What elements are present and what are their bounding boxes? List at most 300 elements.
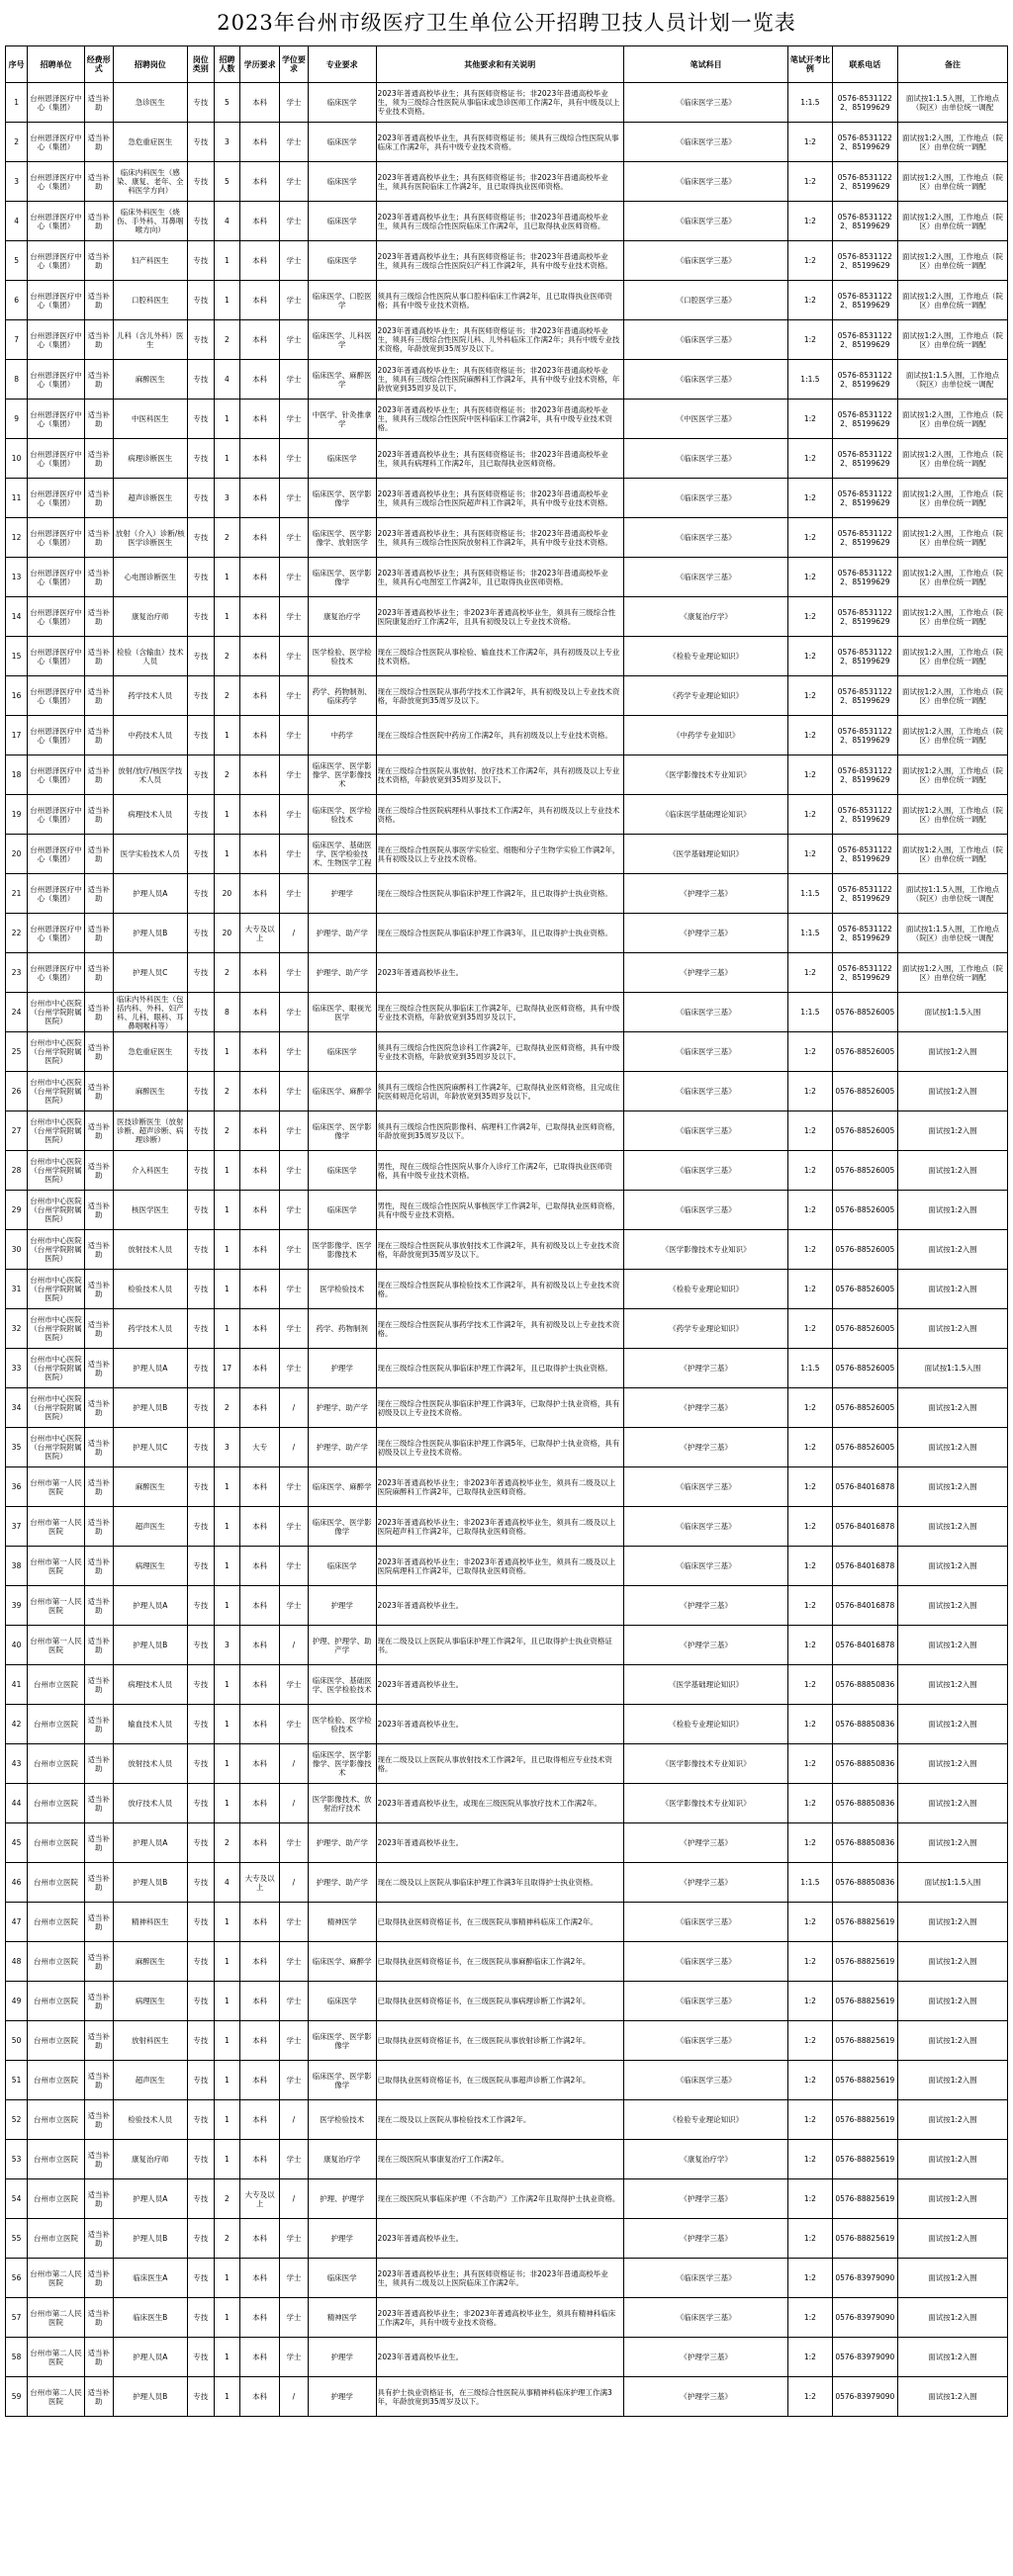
- table-cell: 1:1.5: [788, 1349, 832, 1388]
- table-cell: 台州恩泽医疗中心（集团）: [28, 83, 85, 123]
- table-cell: 本科: [240, 1942, 280, 1982]
- table-cell: 现在二级及以上医院从事临床护理工作满2年，且已取得护士执业资格证书。: [376, 1626, 623, 1665]
- table-cell: 台州恩泽医疗中心（集团）: [28, 874, 85, 914]
- table-cell: 1:2: [788, 162, 832, 202]
- table-cell: 台州市立医院: [28, 2100, 85, 2140]
- table-cell: 医学检验、医学检验技术: [308, 637, 376, 676]
- table-cell: 1: [214, 1230, 240, 1270]
- table-cell: 《临床医学三基》: [624, 1942, 788, 1982]
- table-cell: 1: [214, 2377, 240, 2417]
- table-cell: 护理学: [308, 2219, 376, 2259]
- table-cell: 面试按1:2入围: [898, 1903, 1008, 1942]
- table-cell: 专技: [187, 1665, 214, 1705]
- table-cell: 临床医学: [308, 162, 376, 202]
- table-cell: 专技: [187, 479, 214, 518]
- table-cell: 学士: [280, 755, 309, 795]
- table-cell: 本科: [240, 1823, 280, 1863]
- table-cell: 台州恩泽医疗中心（集团）: [28, 795, 85, 835]
- table-cell: 《护理学三基》: [624, 914, 788, 953]
- table-cell: 本科: [240, 2140, 280, 2179]
- table-cell: 本科: [240, 558, 280, 597]
- table-cell: 学士: [280, 716, 309, 755]
- table-cell: 大专及以上: [240, 1863, 280, 1903]
- table-row: [6, 1191, 1008, 1230]
- table-cell: 5: [214, 162, 240, 202]
- table-cell: 适当补助: [84, 1191, 113, 1230]
- table-cell: 面试按1:2入围: [898, 2219, 1008, 2259]
- table-cell: 本科: [240, 1151, 280, 1191]
- table-cell: 护理人员A: [113, 2338, 187, 2377]
- table-cell: 专技: [187, 558, 214, 597]
- table-cell: 1: [214, 795, 240, 835]
- table-cell: 12: [6, 518, 28, 558]
- table-cell: 现在二级及以上医院从事临床护理工作满3年且取得护士执业资格。: [376, 1863, 623, 1903]
- table-cell: 《医学基础理论知识》: [624, 835, 788, 874]
- table-cell: 医学影像学、医学影像技术: [308, 1230, 376, 1270]
- table-cell: 1: [214, 1191, 240, 1230]
- table-cell: 面试按1:2入围，工作地点（院区）由单位统一调配: [898, 123, 1008, 162]
- table-cell: 学士: [280, 123, 309, 162]
- table-cell: 《临床医学三基》: [624, 2298, 788, 2338]
- table-cell: 医学检验技术: [308, 2100, 376, 2140]
- table-row: [6, 1665, 1008, 1705]
- table-row: [6, 1032, 1008, 1072]
- table-cell: 放疗技术人员: [113, 1784, 187, 1823]
- table-cell: 1: [214, 439, 240, 479]
- table-cell: 本科: [240, 2021, 280, 2061]
- table-cell: 临床医学: [308, 241, 376, 281]
- table-cell: 1:2: [788, 2179, 832, 2219]
- table-cell: 临床医学: [308, 1547, 376, 1586]
- table-cell: 放射（介入）诊断/核医学诊断医生: [113, 518, 187, 558]
- table-cell: 本科: [240, 479, 280, 518]
- table-cell: 1:2: [788, 1547, 832, 1586]
- table-cell: 护理人员C: [113, 1428, 187, 1467]
- table-cell: 学士: [280, 83, 309, 123]
- table-cell: 台州市中心医院（台州学院附属医院）: [28, 1270, 85, 1309]
- table-cell: 学士: [280, 320, 309, 360]
- table-cell: 适当补助: [84, 1744, 113, 1784]
- table-row: [6, 1111, 1008, 1151]
- table-cell: 《临床医学基础理论知识》: [624, 795, 788, 835]
- table-cell: 学士: [280, 637, 309, 676]
- table-cell: 精神科医生: [113, 1903, 187, 1942]
- table-cell: 2: [214, 1388, 240, 1428]
- table-cell: 《临床医学三基》: [624, 993, 788, 1032]
- table-cell: 本科: [240, 1270, 280, 1309]
- table-cell: 3: [214, 1428, 240, 1467]
- table-cell: 《康复治疗学》: [624, 2140, 788, 2179]
- table-cell: 本科: [240, 1032, 280, 1072]
- table-cell: 0576-85311222、85199629: [832, 518, 897, 558]
- table-row: [6, 1744, 1008, 1784]
- table-cell: 台州市第一人民医院: [28, 1547, 85, 1586]
- table-cell: 适当补助: [84, 1586, 113, 1626]
- table-cell: 适当补助: [84, 755, 113, 795]
- table-cell: 面试按1:2入围，工作地点（院区）由单位统一调配: [898, 597, 1008, 637]
- table-cell: 学士: [280, 597, 309, 637]
- table-cell: 台州恩泽医疗中心（集团）: [28, 558, 85, 597]
- table-cell: 本科: [240, 1982, 280, 2021]
- table-cell: 医学实验技术人员: [113, 835, 187, 874]
- table-cell: 2023年普通高校毕业生；非2023年普通高校毕业生，须具有二级及以上医院超声科工作满2年，已取得执业医师资格。: [376, 1507, 623, 1547]
- table-cell: 1:2: [788, 241, 832, 281]
- table-cell: 《临床医学三基》: [624, 1032, 788, 1072]
- table-cell: 39: [6, 1586, 28, 1626]
- table-cell: 面试按1:2入围: [898, 1784, 1008, 1823]
- table-cell: 《护理学三基》: [624, 953, 788, 993]
- table-cell: 面试按1:2入围: [898, 2140, 1008, 2179]
- table-cell: 《医学影像技术专业知识》: [624, 755, 788, 795]
- table-cell: 面试按1:2入围，工作地点（院区）由单位统一调配: [898, 202, 1008, 241]
- table-cell: 临床医学、儿科医学: [308, 320, 376, 360]
- table-cell: 台州市中心医院（台州学院附属医院）: [28, 1428, 85, 1467]
- table-cell: 现在三级综合性医院从事放射技术工作满2年，具有初级及以上专业技术资格，年龄放宽到35周岁及以下。: [376, 1230, 623, 1270]
- table-cell: 34: [6, 1388, 28, 1428]
- table-cell: 20: [214, 874, 240, 914]
- table-cell: 适当补助: [84, 400, 113, 439]
- table-cell: 专技: [187, 953, 214, 993]
- table-cell: 适当补助: [84, 637, 113, 676]
- table-cell: 0576-88825619: [832, 2140, 897, 2179]
- table-cell: 临床内外科医生（包括内科、外科、妇产科、儿科、眼科、耳鼻咽喉科等）: [113, 993, 187, 1032]
- table-cell: 台州市中心医院（台州学院附属医院）: [28, 1111, 85, 1151]
- table-cell: 已取得执业医师资格证书，在三级医院从事超声诊断工作满2年。: [376, 2061, 623, 2100]
- table-cell: 适当补助: [84, 1903, 113, 1942]
- table-cell: 护理学、助产学: [308, 953, 376, 993]
- table-cell: 适当补助: [84, 874, 113, 914]
- table-cell: 现在三级综合性医院从事医学实验室、细胞和分子生物学实验工作满2年，具有初级及以上专业技术资格。: [376, 835, 623, 874]
- table-cell: 台州市立医院: [28, 1705, 85, 1744]
- table-cell: 面试按1:1.5入围: [898, 1349, 1008, 1388]
- table-cell: 0576-88526005: [832, 1349, 897, 1388]
- table-cell: 护理、护理学、助产学: [308, 1626, 376, 1665]
- table-cell: 本科: [240, 1191, 280, 1230]
- table-cell: 学士: [280, 1982, 309, 2021]
- table-cell: 大专及以上: [240, 2179, 280, 2219]
- table-cell: 专技: [187, 1863, 214, 1903]
- table-cell: 18: [6, 755, 28, 795]
- table-row: [6, 1982, 1008, 2021]
- table-cell: 药学技术人员: [113, 676, 187, 716]
- table-cell: 临床医生A: [113, 2259, 187, 2298]
- table-cell: 本科: [240, 202, 280, 241]
- table-cell: 0576-85311222、85199629: [832, 874, 897, 914]
- table-cell: 《临床医学三基》: [624, 479, 788, 518]
- table-cell: 《检验专业理论知识》: [624, 1270, 788, 1309]
- table-cell: 1:2: [788, 795, 832, 835]
- table-cell: 3: [214, 479, 240, 518]
- table-cell: 病理技术人员: [113, 795, 187, 835]
- table-cell: 急危重症医生: [113, 1032, 187, 1072]
- table-cell: 护理人员B: [113, 2377, 187, 2417]
- header-cell: 招聘单位: [28, 46, 85, 83]
- table-cell: 本科: [240, 597, 280, 637]
- table-cell: 临床医学、医学影像学: [308, 2061, 376, 2100]
- table-cell: 0576-85311222、85199629: [832, 123, 897, 162]
- table-cell: 学士: [280, 518, 309, 558]
- table-cell: 8: [6, 360, 28, 400]
- table-cell: 0576-85311222、85199629: [832, 914, 897, 953]
- table-cell: 临床医学、医学影像学: [308, 558, 376, 597]
- table-cell: 专技: [187, 281, 214, 320]
- table-cell: 1:2: [788, 1032, 832, 1072]
- table-cell: 1:2: [788, 1428, 832, 1467]
- table-cell: 本科: [240, 1230, 280, 1270]
- table-cell: 0576-88825619: [832, 1942, 897, 1982]
- table-cell: 专技: [187, 1744, 214, 1784]
- table-cell: 20: [214, 914, 240, 953]
- table-cell: 1:2: [788, 1705, 832, 1744]
- table-cell: /: [280, 1626, 309, 1665]
- table-cell: 24: [6, 993, 28, 1032]
- table-cell: 康复治疗学: [308, 2140, 376, 2179]
- table-cell: 检验技术人员: [113, 2100, 187, 2140]
- table-cell: 适当补助: [84, 2021, 113, 2061]
- table-cell: 2023年普通高校毕业生。: [376, 2338, 623, 2377]
- table-cell: 专技: [187, 2259, 214, 2298]
- table-cell: 专技: [187, 1626, 214, 1665]
- table-cell: 0576-85311222、85199629: [832, 558, 897, 597]
- table-row: [6, 281, 1008, 320]
- table-cell: 适当补助: [84, 1863, 113, 1903]
- table-cell: 本科: [240, 2100, 280, 2140]
- table-cell: 急诊医生: [113, 83, 187, 123]
- table-cell: 1:2: [788, 835, 832, 874]
- table-cell: 专技: [187, 1032, 214, 1072]
- table-cell: 1: [214, 1032, 240, 1072]
- table-cell: 护理学、助产学: [308, 1428, 376, 1467]
- table-cell: 专技: [187, 874, 214, 914]
- table-cell: 1: [214, 1586, 240, 1626]
- table-cell: 面试按1:2入围，工作地点（院区）由单位统一调配: [898, 835, 1008, 874]
- table-cell: 2: [214, 1823, 240, 1863]
- table-cell: 台州恩泽医疗中心（集团）: [28, 320, 85, 360]
- table-cell: 大专及以上: [240, 914, 280, 953]
- table-cell: 专技: [187, 914, 214, 953]
- table-cell: 本科: [240, 320, 280, 360]
- table-cell: 1:2: [788, 2100, 832, 2140]
- table-cell: 面试按1:2入围: [898, 1705, 1008, 1744]
- table-cell: 1:2: [788, 2140, 832, 2179]
- table-cell: 护理人员A: [113, 1349, 187, 1388]
- table-cell: 台州恩泽医疗中心（集团）: [28, 400, 85, 439]
- table-cell: 21: [6, 874, 28, 914]
- table-cell: 《临床医学三基》: [624, 1547, 788, 1586]
- table-cell: 0576-85311222、85199629: [832, 320, 897, 360]
- table-cell: 学士: [280, 479, 309, 518]
- table-cell: 适当补助: [84, 360, 113, 400]
- table-cell: 本科: [240, 795, 280, 835]
- table-cell: 学士: [280, 1665, 309, 1705]
- table-cell: 本科: [240, 1626, 280, 1665]
- table-cell: 适当补助: [84, 1032, 113, 1072]
- table-cell: 2023年普通高校毕业生。: [376, 1705, 623, 1744]
- table-cell: 0576-85311222、85199629: [832, 83, 897, 123]
- table-cell: 《临床医学三基》: [624, 2259, 788, 2298]
- table-cell: 现在三级综合性医院从事检验、输血技术工作满2年，具有初级及以上专业技术资格。: [376, 637, 623, 676]
- table-cell: 20: [6, 835, 28, 874]
- table-row: [6, 2179, 1008, 2219]
- table-cell: 台州恩泽医疗中心（集团）: [28, 835, 85, 874]
- table-cell: 适当补助: [84, 2219, 113, 2259]
- table-cell: 专技: [187, 2219, 214, 2259]
- table-cell: 药学、药物制剂: [308, 1309, 376, 1349]
- table-cell: 学士: [280, 439, 309, 479]
- table-cell: 须具有三级综合性医院急诊科工作满2年，已取得执业医师资格，具有中级专业技术资格，年龄放宽到35周岁及以下。: [376, 1032, 623, 1072]
- table-cell: 0576-85311222、85199629: [832, 676, 897, 716]
- table-cell: 0576-85311222、85199629: [832, 479, 897, 518]
- table-cell: 学士: [280, 1547, 309, 1586]
- table-cell: 台州市立医院: [28, 2140, 85, 2179]
- table-cell: /: [280, 1428, 309, 1467]
- table-cell: 适当补助: [84, 1072, 113, 1111]
- table-cell: 中药学: [308, 716, 376, 755]
- table-cell: 0576-85311222、85199629: [832, 795, 897, 835]
- table-cell: 《检验专业理论知识》: [624, 2100, 788, 2140]
- table-cell: 适当补助: [84, 1665, 113, 1705]
- table-cell: 4: [214, 202, 240, 241]
- table-cell: 本科: [240, 1903, 280, 1942]
- table-cell: 临床医学、医学检验技术: [308, 795, 376, 835]
- table-cell: 中药技术人员: [113, 716, 187, 755]
- table-cell: 适当补助: [84, 281, 113, 320]
- table-cell: 9: [6, 400, 28, 439]
- table-cell: 台州市第一人民医院: [28, 1467, 85, 1507]
- table-cell: 急危重症医生: [113, 123, 187, 162]
- header-cell: 序号: [6, 46, 28, 83]
- table-cell: 学士: [280, 281, 309, 320]
- table-cell: 3: [214, 123, 240, 162]
- table-cell: 47: [6, 1903, 28, 1942]
- table-cell: 学士: [280, 1111, 309, 1151]
- table-cell: 专技: [187, 518, 214, 558]
- table-cell: 面试按1:2入围，工作地点（院区）由单位统一调配: [898, 716, 1008, 755]
- table-cell: 0576-84016878: [832, 1507, 897, 1547]
- table-cell: 面试按1:2入围: [898, 1111, 1008, 1151]
- table-cell: 2: [214, 1111, 240, 1151]
- header-cell: 岗位类别: [187, 46, 214, 83]
- header-cell: 其他要求和有关说明: [376, 46, 623, 83]
- table-cell: 0576-83979090: [832, 2259, 897, 2298]
- table-cell: 台州市立医院: [28, 1665, 85, 1705]
- table-cell: 15: [6, 637, 28, 676]
- table-cell: 临床医学、麻醉学: [308, 1072, 376, 1111]
- table-header-row: [6, 46, 1008, 83]
- table-cell: 0576-88526005: [832, 1072, 897, 1111]
- table-cell: /: [280, 1744, 309, 1784]
- table-cell: 41: [6, 1665, 28, 1705]
- table-cell: 《临床医学三基》: [624, 320, 788, 360]
- table-row: [6, 2100, 1008, 2140]
- table-cell: 台州恩泽医疗中心（集团）: [28, 479, 85, 518]
- table-cell: 护理学、助产学: [308, 914, 376, 953]
- table-cell: 现在三级综合性医院从事临床护理工作满3年，已取得护士执业资格，具有初级及以上专业技术资格。: [376, 1388, 623, 1428]
- table-cell: 0576-85311222、85199629: [832, 241, 897, 281]
- table-cell: 台州市立医院: [28, 1982, 85, 2021]
- table-cell: 59: [6, 2377, 28, 2417]
- table-cell: 1: [214, 1903, 240, 1942]
- table-cell: 《护理学三基》: [624, 1388, 788, 1428]
- table-cell: 本科: [240, 676, 280, 716]
- table-cell: 临床医学: [308, 1151, 376, 1191]
- table-cell: 2023年普通高校毕业生；具有医师资格证书；非2023年普通高校毕业生，须具有二级及以上医院临床工作满2年。: [376, 2259, 623, 2298]
- table-cell: 《临床医学三基》: [624, 2061, 788, 2100]
- header-cell: 备注: [898, 46, 1008, 83]
- table-cell: 本科: [240, 400, 280, 439]
- table-cell: 专技: [187, 2338, 214, 2377]
- table-cell: 临床医学: [308, 1191, 376, 1230]
- table-cell: 台州恩泽医疗中心（集团）: [28, 716, 85, 755]
- table-cell: 台州市立医院: [28, 2021, 85, 2061]
- table-cell: 现在三级医院从事康复治疗工作满2年。: [376, 2140, 623, 2179]
- table-cell: 适当补助: [84, 953, 113, 993]
- table-cell: 《临床医学三基》: [624, 241, 788, 281]
- table-cell: 现在三级综合性医院从事临床护理工作满5年，已取得护士执业资格，具有初级及以上专业技术资格。: [376, 1428, 623, 1467]
- table-cell: 本科: [240, 162, 280, 202]
- table-cell: 2023年普通高校毕业生；具有医师资格证书；非2023年普通高校毕业生，须为三级综合性医院从事临床或急诊医师工作满2年，具有中级及以上专业技术资格。: [376, 83, 623, 123]
- table-cell: 54: [6, 2179, 28, 2219]
- table-row: [6, 1586, 1008, 1626]
- table-cell: 专技: [187, 2298, 214, 2338]
- table-cell: 2023年普通高校毕业生；具有医师资格证书；非2023年普通高校毕业生，须具有三级综合性医院儿科、儿外科临床工作满2年；具有中级专业技术资格，年龄放宽到35周岁及以下。: [376, 320, 623, 360]
- table-cell: 0576-85311222、85199629: [832, 202, 897, 241]
- table-row: [6, 716, 1008, 755]
- table-cell: 台州市中心医院（台州学院附属医院）: [28, 1151, 85, 1191]
- table-cell: 《临床医学三基》: [624, 1072, 788, 1111]
- table-cell: 2023年普通高校毕业生。: [376, 2219, 623, 2259]
- table-cell: 放射/放疗/核医学技术人员: [113, 755, 187, 795]
- table-cell: 1: [214, 2061, 240, 2100]
- table-cell: 2023年普通高校毕业生；非2023年普通高校毕业生，须具有二级及以上医院病理科工作满2年，已取得执业医师资格。: [376, 1547, 623, 1586]
- table-cell: 学士: [280, 400, 309, 439]
- table-cell: 现在三级医院从事临床护理（不含助产）工作满2年且取得护士执业资格。: [376, 2179, 623, 2219]
- table-cell: 0576-85311222、85199629: [832, 953, 897, 993]
- table-cell: 3: [214, 1626, 240, 1665]
- table-cell: 介入科医生: [113, 1151, 187, 1191]
- table-row: [6, 835, 1008, 874]
- table-cell: 专技: [187, 2377, 214, 2417]
- table-cell: 临床医学、医学影像学: [308, 2021, 376, 2061]
- table-cell: 《护理学三基》: [624, 1863, 788, 1903]
- table-cell: 1:1.5: [788, 83, 832, 123]
- table-cell: 0576-88850836: [832, 1705, 897, 1744]
- table-cell: 适当补助: [84, 1428, 113, 1467]
- table-cell: 《临床医学三基》: [624, 202, 788, 241]
- table-cell: 临床医学: [308, 1032, 376, 1072]
- table-cell: 《医学基础理论知识》: [624, 1665, 788, 1705]
- table-cell: 专技: [187, 1784, 214, 1823]
- table-cell: 1: [214, 1705, 240, 1744]
- table-cell: 护理学: [308, 2338, 376, 2377]
- table-cell: 适当补助: [84, 123, 113, 162]
- table-cell: 面试按1:2入围: [898, 1072, 1008, 1111]
- table-cell: 57: [6, 2298, 28, 2338]
- table-cell: 护理人员C: [113, 953, 187, 993]
- table-cell: 本科: [240, 518, 280, 558]
- table-cell: 2: [214, 2179, 240, 2219]
- table-cell: 本科: [240, 1744, 280, 1784]
- table-cell: 6: [6, 281, 28, 320]
- table-row: [6, 1784, 1008, 1823]
- table-cell: 《临床医学三基》: [624, 2021, 788, 2061]
- table-cell: 适当补助: [84, 1270, 113, 1309]
- table-cell: 临床医学: [308, 439, 376, 479]
- table-cell: 《临床医学三基》: [624, 1467, 788, 1507]
- table-cell: 2023年普通高校毕业生。: [376, 1823, 623, 1863]
- page-title: 2023年台州市级医疗卫生单位公开招聘卫技人员计划一览表: [217, 11, 796, 35]
- table-cell: 本科: [240, 1705, 280, 1744]
